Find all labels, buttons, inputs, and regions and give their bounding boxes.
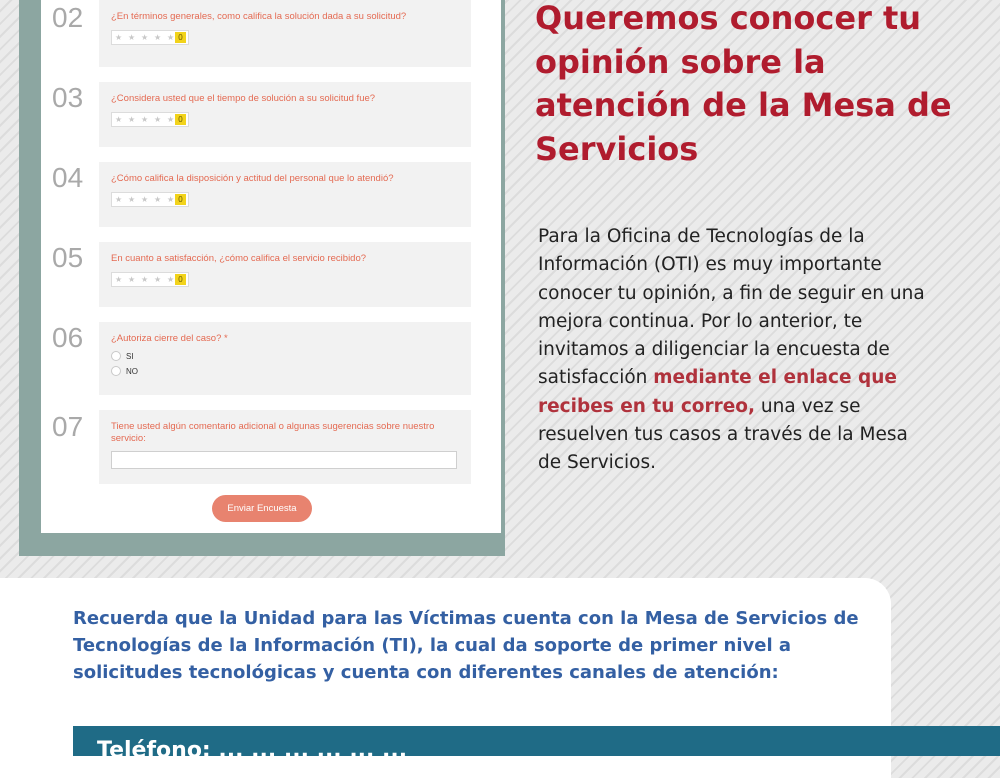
- star-icon[interactable]: ★: [115, 275, 123, 284]
- question-box: [99, 162, 471, 227]
- question-number: 04: [52, 162, 84, 193]
- question-box: [99, 322, 471, 395]
- star-icon[interactable]: ★: [141, 115, 149, 124]
- star-icon[interactable]: ★: [115, 195, 123, 204]
- star-icon[interactable]: ★: [141, 275, 149, 284]
- rating-score-badge: 0: [175, 114, 186, 125]
- star-icon[interactable]: ★: [115, 115, 123, 124]
- radio-button[interactable]: [111, 351, 121, 361]
- question-row: [41, 240, 501, 318]
- star-icon[interactable]: ★: [141, 195, 149, 204]
- star-icon[interactable]: ★: [141, 33, 149, 42]
- intro-paragraph: [538, 223, 933, 478]
- question-text: ¿En términos generales, como califica la solución dada a su solicitud?: [111, 11, 407, 22]
- star-rating[interactable]: [111, 30, 189, 45]
- survey-form: [41, 0, 501, 533]
- rating-score-badge: 0: [175, 32, 186, 43]
- radio-option-no[interactable]: [111, 366, 138, 376]
- question-number: 03: [52, 82, 84, 113]
- star-icon[interactable]: ★: [167, 115, 175, 124]
- star-rating[interactable]: [111, 192, 189, 207]
- info-text: Recuerda que la Unidad para las Víctimas cuenta con la Mesa de Servicios de Tecnologías de la Información (TI), la cual da soporte de primer nivel a solicitudes tecnológicas y cuenta con diferentes canales de atención:: [73, 608, 859, 683]
- question-text: ¿Cómo califica la disposición y actitud del personal que lo atendió?: [111, 173, 394, 184]
- intro-text-end: una vez se resuelven tus casos a través de la Mesa de Servicios.: [538, 395, 908, 474]
- question-number: 06: [52, 322, 84, 353]
- star-rating[interactable]: [111, 272, 189, 287]
- submit-survey-button[interactable]: Enviar Encuesta: [212, 495, 312, 522]
- rating-score-badge: 0: [175, 194, 186, 205]
- star-rating[interactable]: [111, 112, 189, 127]
- rating-score-badge: 0: [175, 274, 186, 285]
- question-row: [41, 320, 501, 398]
- question-row: [41, 80, 501, 158]
- question-box: [99, 0, 471, 67]
- star-icon[interactable]: ★: [167, 195, 175, 204]
- star-icon[interactable]: ★: [154, 275, 162, 284]
- star-icon[interactable]: ★: [128, 115, 136, 124]
- question-number: 07: [52, 411, 84, 442]
- question-text: ¿Autoriza cierre del caso? *: [111, 333, 228, 344]
- star-icon[interactable]: ★: [167, 33, 175, 42]
- intro-highlight: mediante el enlace que recibes en tu correo,: [538, 367, 897, 417]
- star-icon[interactable]: ★: [115, 33, 123, 42]
- star-icon[interactable]: ★: [154, 115, 162, 124]
- radio-option-si[interactable]: [111, 351, 134, 361]
- question-text: ¿Considera usted que el tiempo de solución a su solicitud fue?: [111, 93, 376, 104]
- question-row: [41, 409, 501, 489]
- star-icon[interactable]: ★: [154, 195, 162, 204]
- question-number: 02: [52, 2, 84, 33]
- question-box: [99, 82, 471, 147]
- contact-band-text: Teléfono: ... ... ... ... ... ...: [97, 738, 408, 763]
- star-icon[interactable]: ★: [154, 33, 162, 42]
- star-icon[interactable]: ★: [128, 195, 136, 204]
- radio-label: SI: [126, 351, 134, 361]
- radio-button[interactable]: [111, 366, 121, 376]
- question-number: 05: [52, 242, 84, 273]
- comment-input[interactable]: [111, 451, 457, 469]
- question-box: [99, 242, 471, 307]
- star-icon[interactable]: ★: [128, 275, 136, 284]
- survey-screenshot-frame: [19, 0, 505, 556]
- contact-band: [73, 726, 1000, 763]
- star-icon[interactable]: ★: [128, 33, 136, 42]
- question-text: Tiene usted algún comentario adicional o algunas sugerencias sobre nuestro servicio:: [111, 421, 435, 444]
- question-box: [99, 410, 471, 484]
- question-row: [41, 0, 501, 78]
- star-icon[interactable]: ★: [167, 275, 175, 284]
- question-row: [41, 160, 501, 238]
- question-text: En cuanto a satisfacción, ¿cómo califica el servicio recibido?: [111, 253, 367, 264]
- radio-label: NO: [126, 366, 138, 376]
- page-title: Queremos conocer tu opinión sobre la atención de la Mesa de Servicios: [535, 0, 952, 168]
- intro-text: Para la Oficina de Tecnologías de la Información (OTI) es muy importante conocer tu opinión, a fin de seguir en una mejora continua. Por lo anterior, te invitamos a diligenciar la encuesta de satisfacción: [538, 226, 925, 389]
